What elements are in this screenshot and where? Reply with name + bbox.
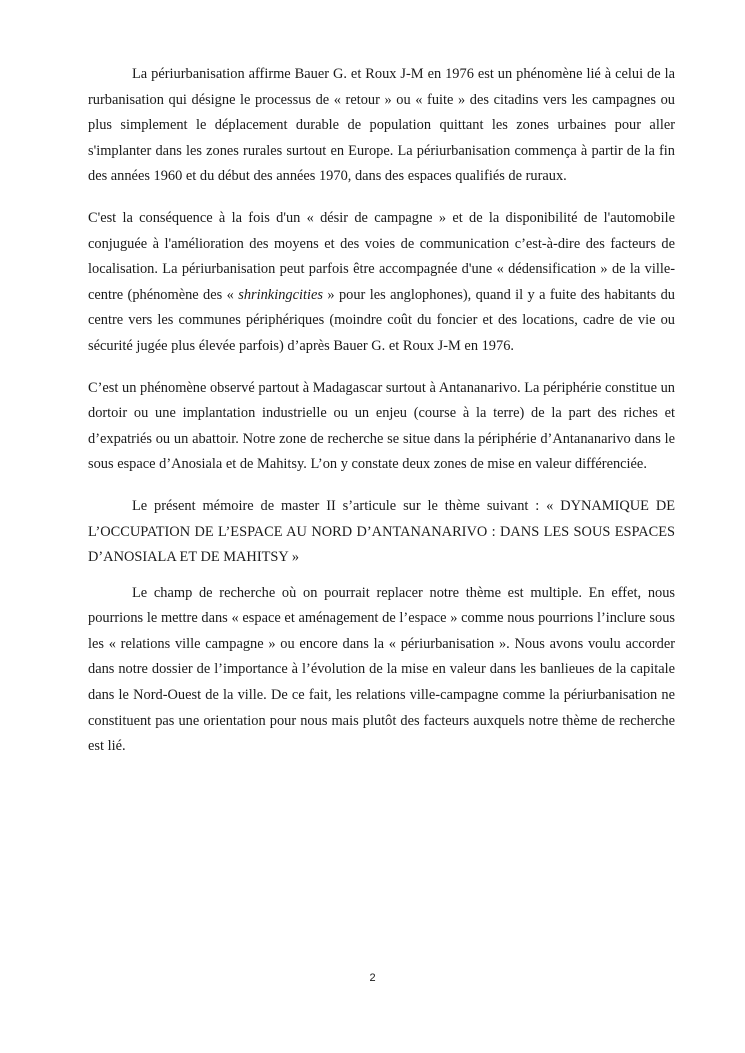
shrinkingcities-term: shrinkingcities [238,286,323,303]
paragraph-consequence-text-after: » pour les anglophones), quand il y a fuite des habitants du centre vers les communes périphériques (moindre coût du foncier et des locations, cadre de vie ou sécurité jugée plus élevée parfois) d’après Bauer G. et Roux J-M en 1976. [88,286,675,354]
paragraph-champ-recherche: Le champ de recherche où on pourrait replacer notre thème est multiple. En effet, nous pourrions le mettre dans « espace et aménagement de l’espace » comme nous pourrions l’inclure sous les « relations ville campagne » ou encore dans la « périurbanisation ». Nous avons voulu accorder dans notre dossier de l’importance à l’évolution de la mise en valeur dans les banlieues de la capitale dans le Nord-Ouest de la ville. De ce fait, les relations ville-campagne comme la périurbanisation ne constituent pas une orientation pour nous mais plutôt des facteurs auxquels notre thème de recherche est lié. [88,584,675,755]
page-number: 2 [369,972,376,984]
paragraph-memoire-theme: Le présent mémoire de master II s’articule sur le thème suivant : « DYNAMIQUE DE L’OCCUPATION DE L’ESPACE AU NORD D’ANTANANARIVO : DANS LES SOUS ESPACES D’ANOSIALA ET DE MAHITSY » [88,497,675,566]
paragraph-periurbanisation-definition: La périurbanisation affirme Bauer G. et Roux J-M en 1976 est un phénomène lié à celui de la rurbanisation qui désigne le processus de « retour » ou « fuite » des citadins vers les campagnes ou plus simplement le déplacement durable de population quittant les zones urbaines pour aller s'implanter dans les zones rurales surtout en Europe. La périurbanisation commença à partir de la fin des années 1960 et du début des années 1970, dans des espaces qualifiés de ruraux. [88,66,675,185]
paragraph-consequence-text-before: C'est la conséquence à la fois d'un « désir de campagne » et de la disponibilité de l'automobile conjuguée à l'amélioration des moyens et des voies de communication c’est-à-dire des facteurs de localisation. La périurbanisation peut parfois être accompagnée d'une « dédensification » de la ville-centre (phénomène des « [88,209,675,303]
document-page [88,62,675,760]
paragraph-madagascar: C’est un phénomène observé partout à Madagascar surtout à Antananarivo. La périphérie constitue un dortoir ou une implantation industrielle ou un enjeu (course à la terre) de la part des riches et d’expatriés ou un abattoir. Notre zone de recherche se situe dans la périphérie d’Antananarivo dans le sous espace d’Anosiala et de Mahitsy. L’on y constate deux zones de mise en valeur différenciée. [88,379,675,473]
paragraph-consequence [88,206,675,360]
